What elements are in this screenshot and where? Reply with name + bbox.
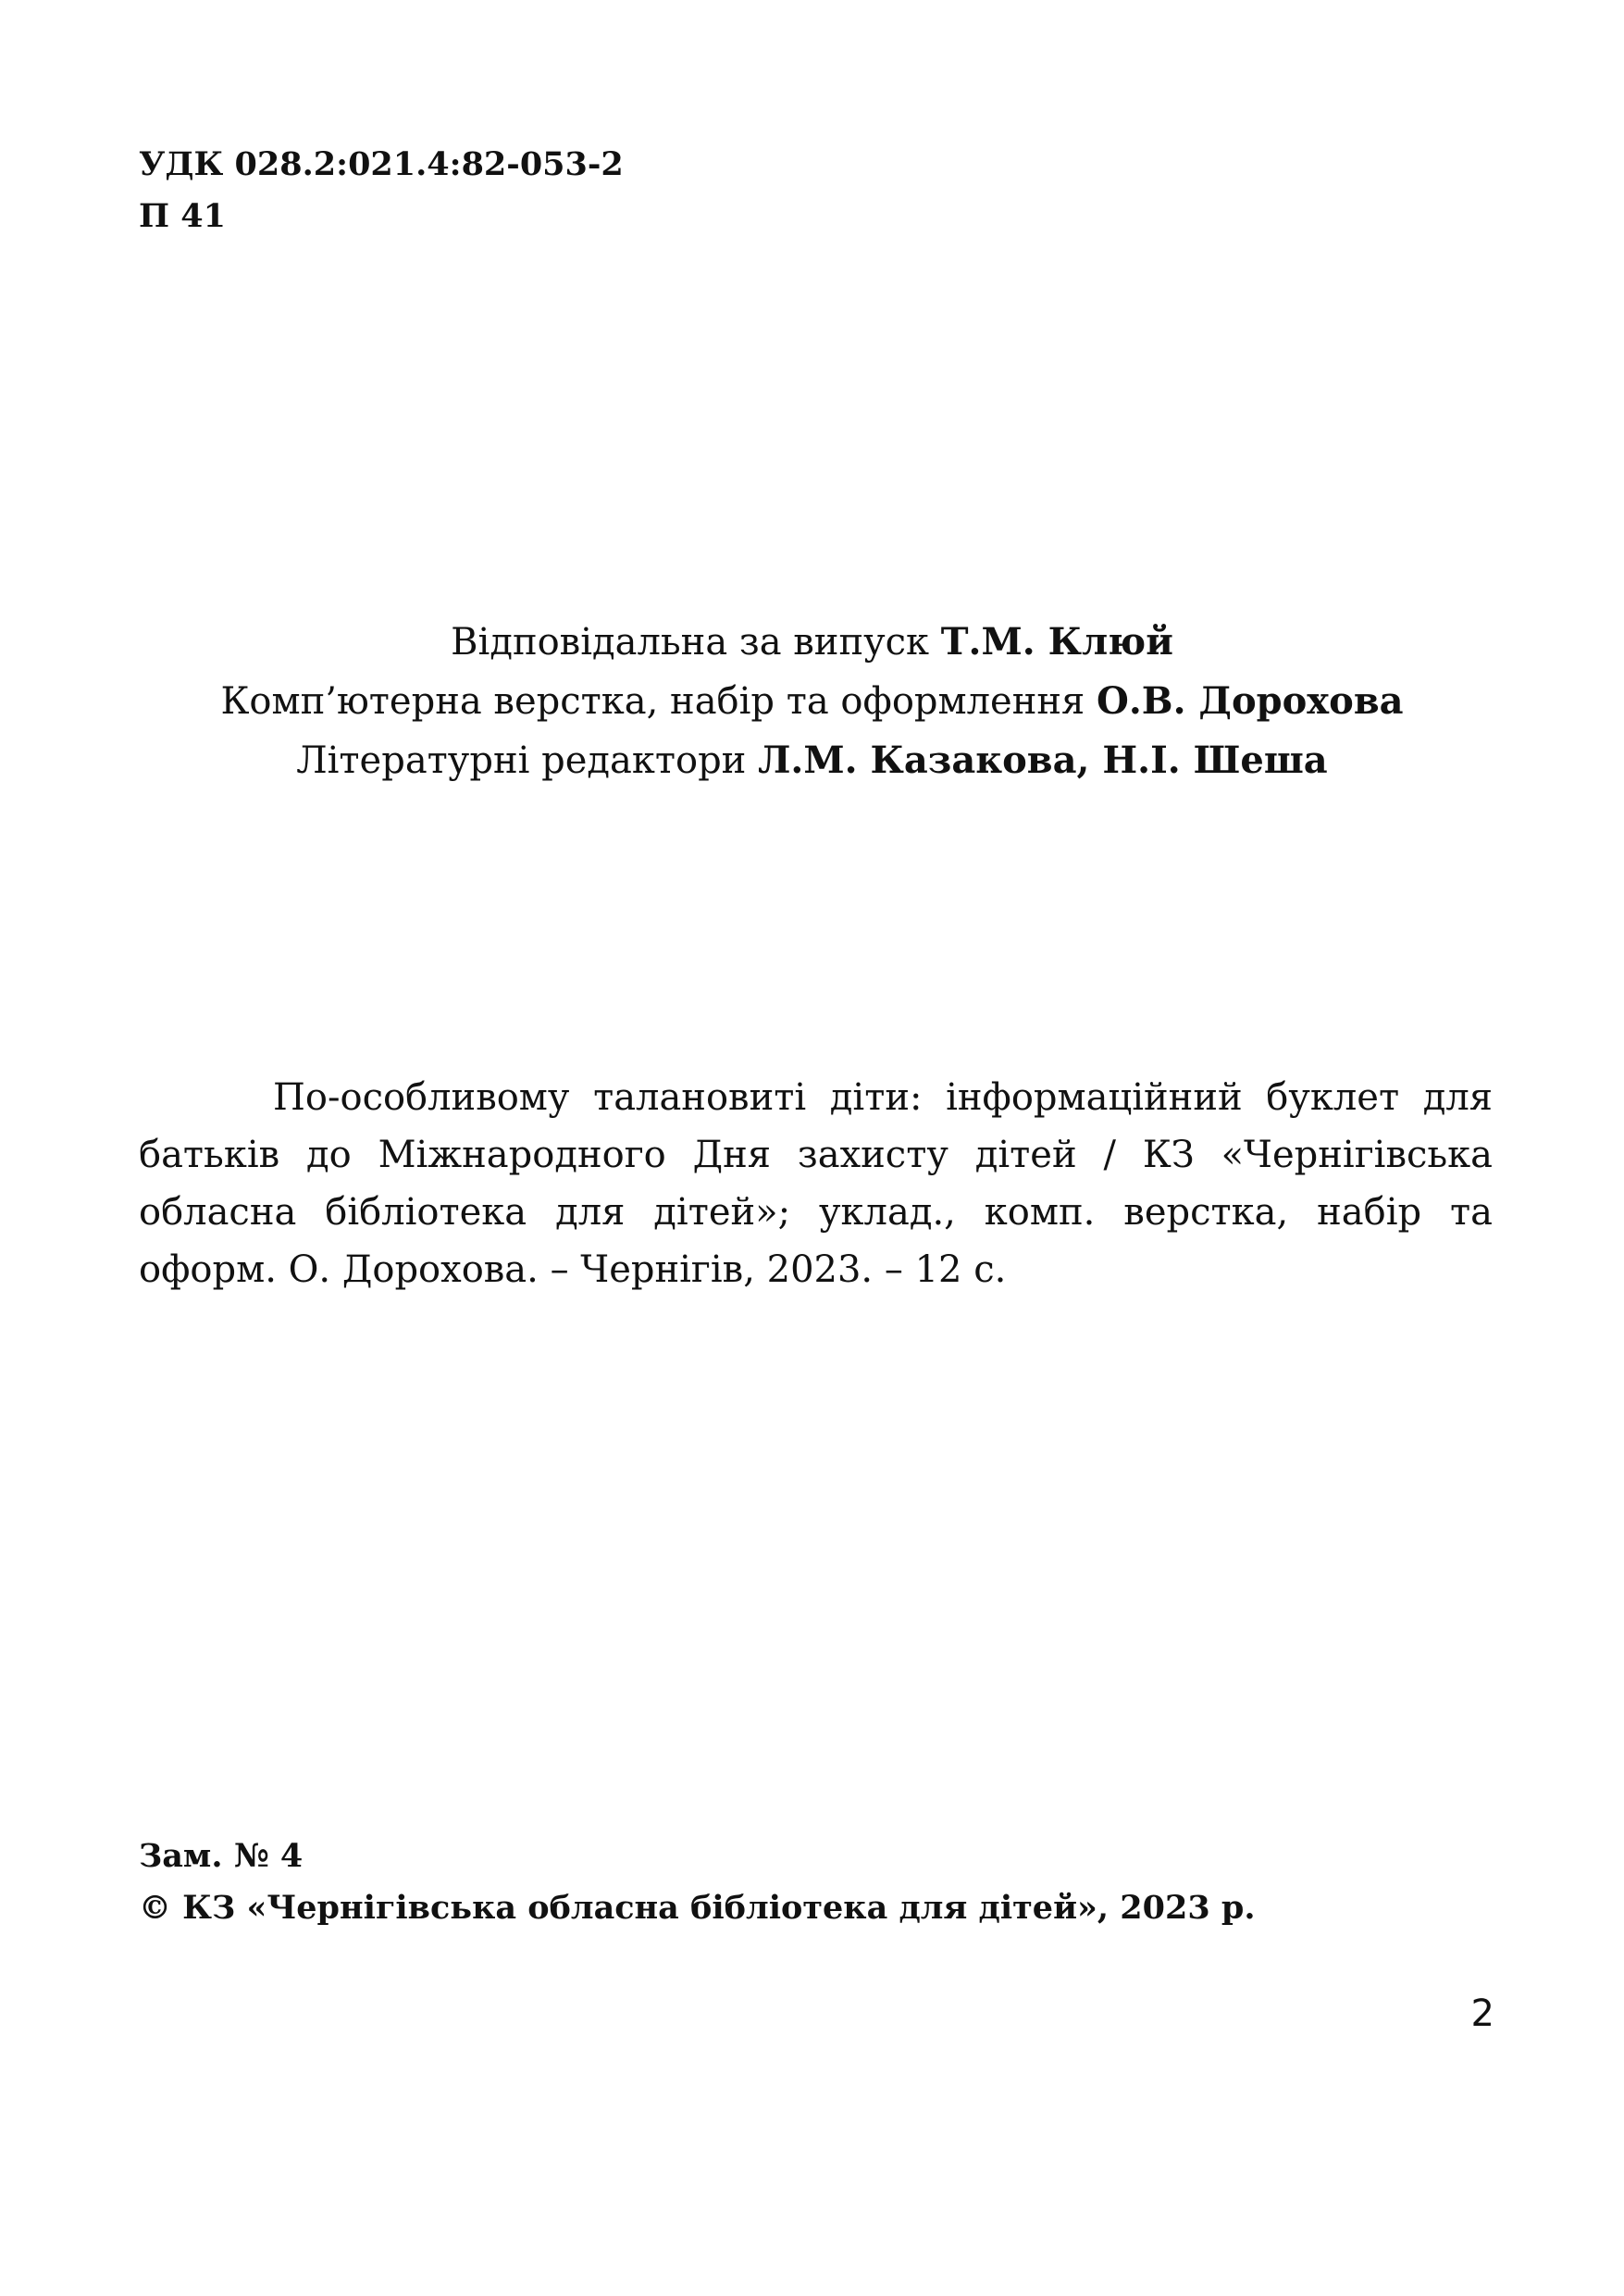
credit-names: О.В. Дорохова [1096, 679, 1404, 723]
credits-block [139, 613, 1485, 790]
credit-label: Літературні редактори [296, 739, 759, 782]
author-mark: П 41 [139, 197, 226, 235]
credit-label: Відповідальна за випуск [451, 621, 941, 664]
imprint-block [139, 1831, 1256, 1934]
credit-line-editors [139, 731, 1485, 790]
page-number: 2 [1470, 1992, 1494, 2035]
credit-line-layout [139, 672, 1485, 731]
order-number: Зам. № 4 [139, 1837, 304, 1875]
credit-names: Л.М. Казакова, Н.І. Шеша [758, 738, 1328, 782]
credit-line-responsible [139, 613, 1485, 672]
copyright-notice: © КЗ «Чернігівська обласна бібліотека для дітей», 2023 р. [139, 1889, 1256, 1927]
udc-code: УДК 028.2:021.4:82-053-2 [139, 145, 624, 183]
credit-label: Комп’ютерна верстка, набір та оформлення [220, 680, 1097, 723]
bibliographic-description: По-особливому талановиті діти: інформаційний буклет для батьків до Міжнародного Дня захисту дітей / КЗ «Чернігівська обласна бібліотека для дітей»; уклад., комп. верстка, набір та оформ. О. Дорохова. – Чернігів, 2023. – 12 с. [139, 1076, 1493, 1291]
credit-names: Т.М. Клюй [940, 620, 1173, 664]
classification-block [139, 139, 624, 242]
